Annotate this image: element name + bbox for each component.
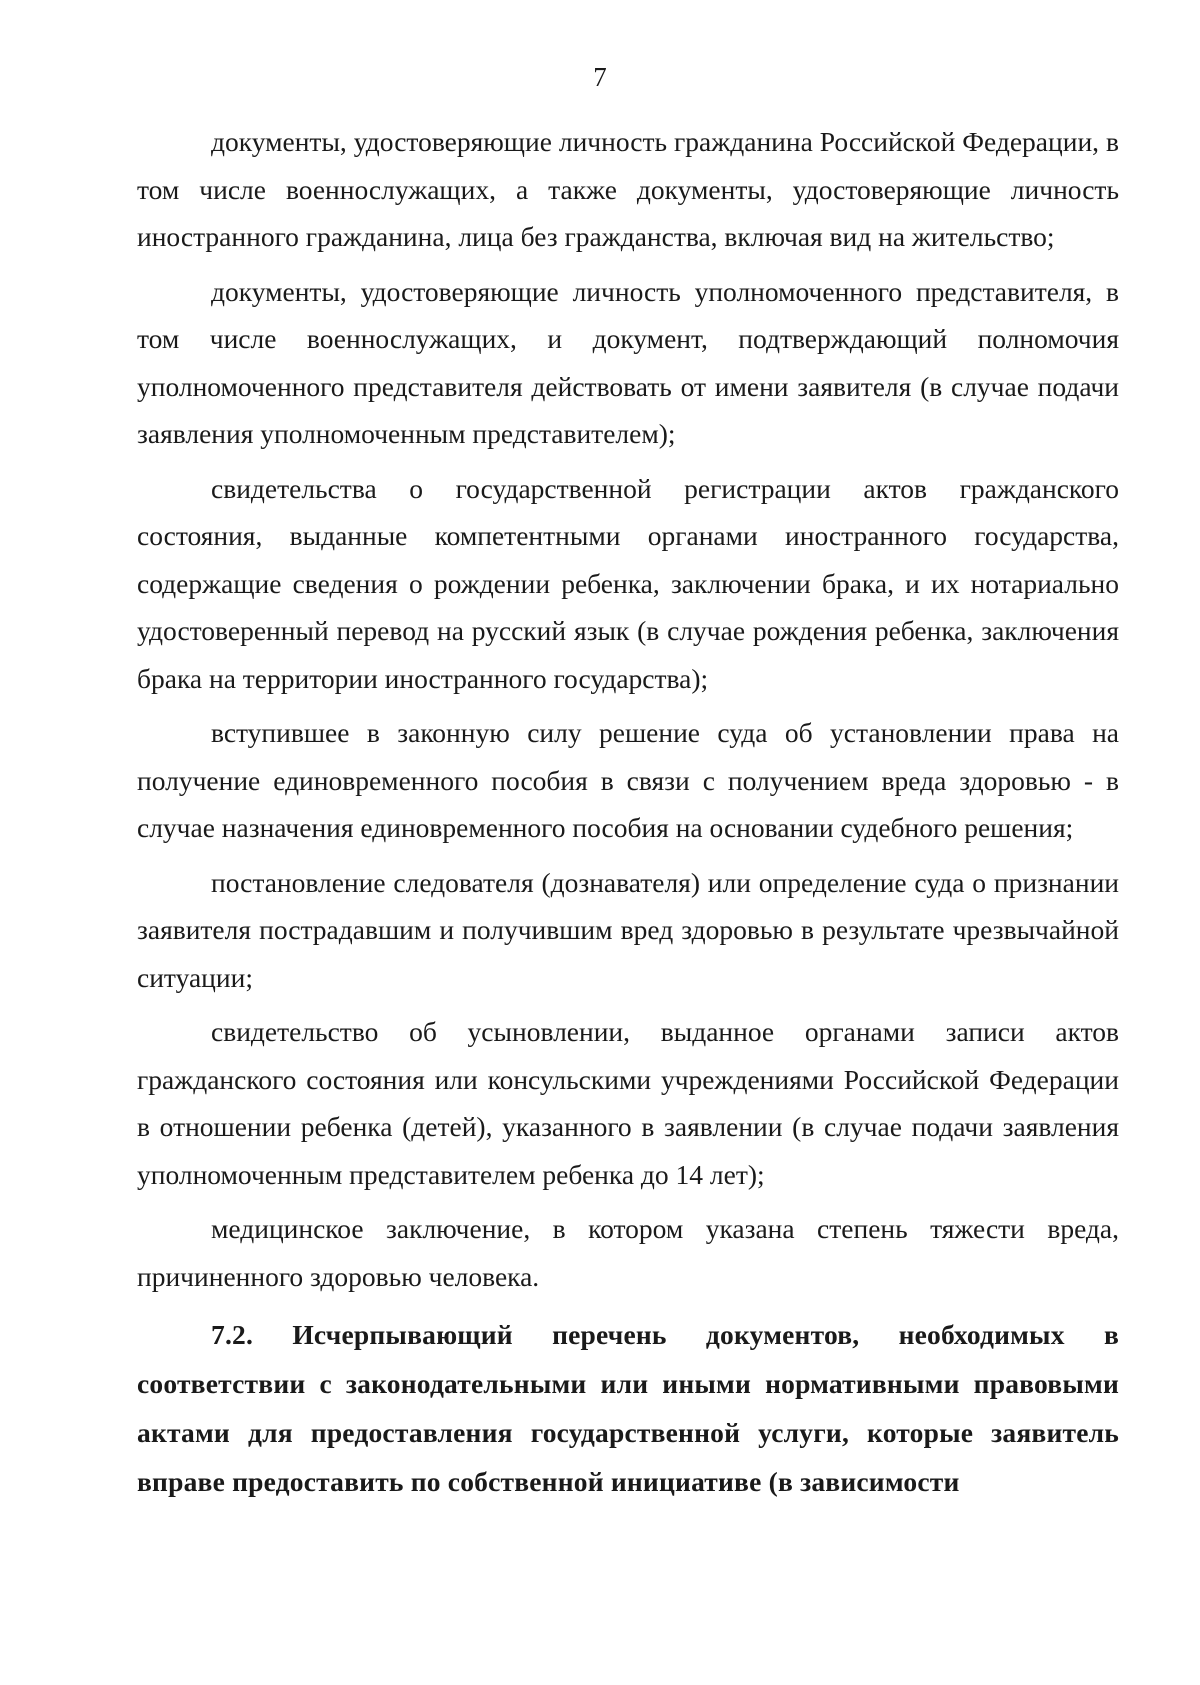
paragraph-adoption-certificate: свидетельство об усыновлении, выданное органами записи актов гражданского состояния или консульскими учреждениями Российской Федерации в отношении ребенка (детей), указанного в заявлении (в случае подачи заявления уполномоченным представителем ребенка до 14 лет);	[137, 1016, 1119, 1190]
paragraph-identity-documents: документы, удостоверяющие личность гражданина Российской Федерации, в том числе военнослужащих, а также документы, удостоверяющие личность иностранного гражданина, лица без гражданства, включая вид на жительство;	[137, 126, 1119, 252]
paragraph-court-decision: вступившее в законную силу решение суда об установлении права на получение единовременного пособия в связи с получением вреда здоровью - в случае назначения единовременного пособия на основании судебного решения;	[137, 717, 1119, 843]
page-number: 7	[593, 62, 607, 92]
paragraph-representative-documents: документы, удостоверяющие личность уполномоченного представителя, в том числе военнослужащих, и документ, подтверждающий полномочия уполномоченного представителя действовать от имени заявителя (в случае подачи заявления уполномоченным представителем);	[137, 275, 1119, 449]
paragraph-investigator-resolution: постановление следователя (дознавателя) или определение суда о признании заявителя пострадавшим и получившим вред здоровью в результате чрезвычайной ситуации;	[137, 866, 1119, 993]
paragraph-medical-report: медицинское заключение, в котором указана степень тяжести вреда, причиненного здоровью человека.	[137, 1213, 1119, 1292]
paragraph-civil-status-certificates: свидетельства о государственной регистрации актов гражданского состояния, выданные компетентными органами иностранного государства, содержащие сведения о рождении ребенка, заключении брака, и их нотариально удостоверенный перевод на русский язык (в случае рождения ребенка, заключения брака на территории иностранного государства);	[137, 472, 1119, 694]
document-body	[137, 118, 1119, 1513]
section-heading: 7.2. Исчерпывающий перечень документов, необходимых в соответствии с законодательными или иными нормативными правовыми актами для предоставления государственной услуги, которые заявитель вправе предоставить по собственной инициативе (в зависимости	[137, 1319, 1119, 1497]
